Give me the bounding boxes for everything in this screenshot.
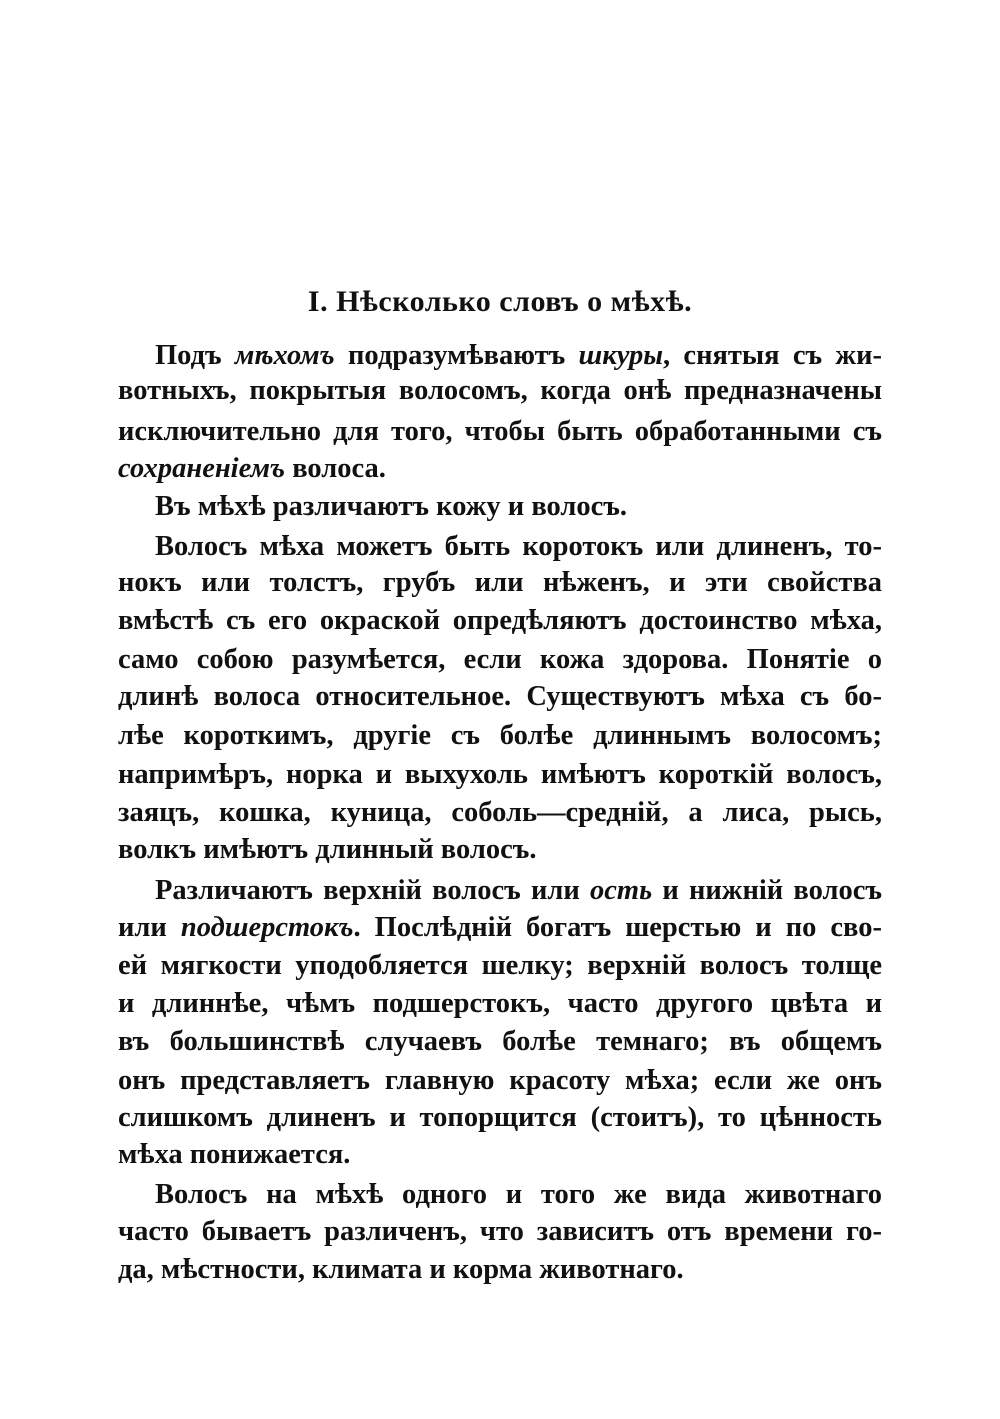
text-line: сохраненіемъ волоса. bbox=[118, 453, 386, 484]
text-line: Подъ мѣхомъ подразумѣваютъ шкуры, снятыя съ жи- bbox=[155, 340, 882, 371]
italic-term-fur: мѣхомъ bbox=[234, 340, 335, 371]
text-line: длинѣ волоса относительное. Существуютъ мѣха съ бо- bbox=[118, 681, 882, 712]
text-line: да, мѣстности, климата и корма животнаго. bbox=[118, 1254, 684, 1285]
text-line: мѣха понижается. bbox=[118, 1139, 351, 1170]
text-line: слишкомъ длиненъ и топорщится (стоитъ), то цѣнность bbox=[118, 1102, 882, 1133]
text-line: Волосъ на мѣхѣ одного и того же вида животнаго bbox=[155, 1179, 882, 1210]
text-line: въ большинствѣ случаевъ болѣе темнаго; въ общемъ bbox=[118, 1026, 882, 1057]
text-line: напримѣръ, норка и выхухоль имѣютъ короткій волосъ, bbox=[118, 759, 882, 790]
italic-term-guard-hair: ость bbox=[590, 875, 653, 906]
text-line: часто бываетъ различенъ, что зависитъ отъ времени го- bbox=[118, 1216, 882, 1247]
text-line: Въ мѣхѣ различаютъ кожу и волосъ. bbox=[155, 491, 628, 522]
text-line: само собою разумѣется, если кожа здорова. Понятіе о bbox=[118, 644, 882, 675]
italic-term-preservation: сохраненіемъ bbox=[118, 453, 286, 484]
text-line: Различаютъ верхній волосъ или ость и нижній волосъ bbox=[155, 875, 882, 906]
text-line: Волосъ мѣха можетъ быть коротокъ или длиненъ, то- bbox=[155, 531, 882, 562]
text-line: ей мягкости уподобляется шелку; верхній волосъ толще bbox=[118, 950, 882, 981]
text-line: исключительно для того, чтобы быть обработанными съ bbox=[118, 416, 882, 447]
text-line: вотныхъ, покрытыя волосомъ, когда онѣ предназначены bbox=[118, 375, 882, 406]
text-line: вмѣстѣ съ его окраской опредѣляютъ достоинство мѣха, bbox=[118, 605, 882, 636]
chapter-heading: I. Нѣсколько словъ о мѣхѣ. bbox=[307, 285, 693, 318]
italic-term-hides: шкуры bbox=[578, 340, 664, 371]
italic-term-underfur: подшерстокъ bbox=[180, 912, 354, 943]
text-line: и длиннѣе, чѣмъ подшерстокъ, часто другого цвѣта и bbox=[118, 988, 882, 1019]
text-line: волкъ имѣютъ длинный волосъ. bbox=[118, 834, 537, 865]
text-line: нокъ или толстъ, грубъ или нѣженъ, и эти свойства bbox=[118, 567, 882, 598]
text-line: заяцъ, кошка, куница, соболь—средній, а лиса, рысь, bbox=[118, 797, 882, 828]
text-line: или подшерстокъ. Послѣдній богатъ шерстью и по сво- bbox=[118, 912, 882, 943]
text-line: лѣе короткимъ, другіе съ болѣе длиннымъ волосомъ; bbox=[118, 720, 882, 751]
text-line: онъ представляетъ главную красоту мѣха; если же онъ bbox=[118, 1065, 882, 1096]
